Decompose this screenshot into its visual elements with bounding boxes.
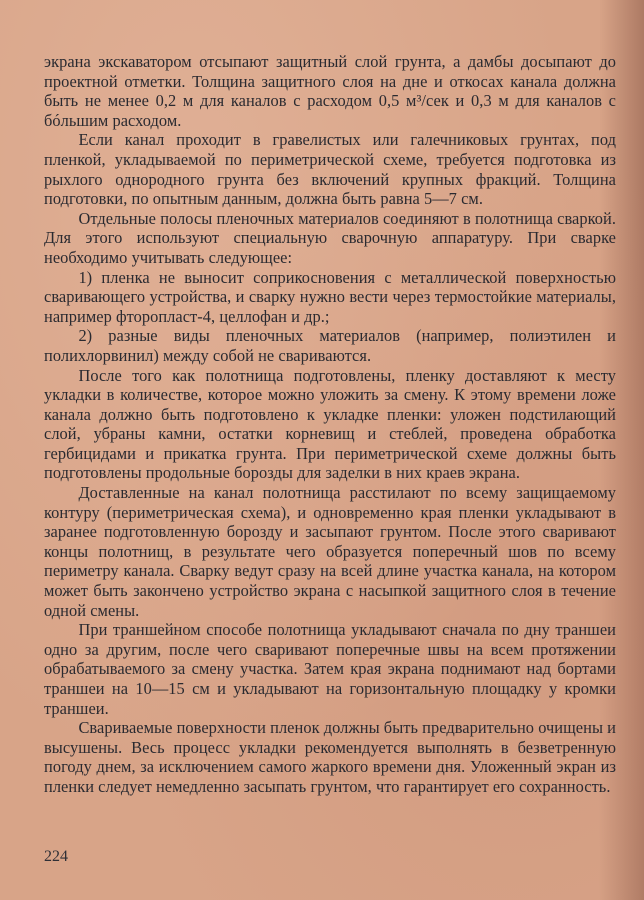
paragraph-4: После того как полотнища подготовлены, пленку доставляют к месту укладки в количестве, которое можно уложить за смену. К этому времени ложе канала должно быть подготовлено к укладке пленки: уложен подстилающий слой, убраны камни, остатки корневищ и стеблей, проведена обработка гербицидами и прикатка грунта. При периметрической схеме должны быть подготовлены продольные борозды для заделки в них краев экрана. <box>44 365 616 483</box>
paragraph-6: При траншейном способе полотнища укладывают сначала по дну траншеи одно за другим, после чего сваривают поперечные швы на всем протяжении обрабатываемого за смену участка. Затем края экрана поднимают над бортами траншеи на 10—15 см и укладывают на горизонтальную площадку у кромки траншеи. <box>44 620 616 718</box>
paragraph-7: Свариваемые поверхности пленок должны быть предварительно очищены и высушены. Весь процесс укладки рекомендуется выполнять в безветренную погоду днем, за исключением самого жаркого времени дня. Уложенный экран из пленки следует немедленно засыпать грунтом, что гарантирует его сохранность. <box>44 718 616 796</box>
page-number: 224 <box>44 848 68 865</box>
list-item-2: 2) разные виды пленочных материалов (например, полиэтилен и полихлорвинил) между собой не свариваются. <box>44 326 616 365</box>
paragraph-5: Доставленные на канал полотнища расстилают по всему защищаемому контуру (периметрическая схема), и одновременно края пленки укладывают в заранее подготовленную борозду и засыпают грунтом. После этого сваривают концы полотнищ, в результате чего образуется поперечный шов по всему периметру канала. Сварку ведут сразу на всей длине участка канала, на котором может быть закончено устройство экрана с насыпкой защитного слоя в течение одной смены. <box>44 483 616 620</box>
list-item-1: 1) пленка не выносит соприкосновения с металлической поверхностью сваривающего устройства, и сварку нужно вести через термостойкие материалы, например фторопласт-4, целлофан и др.; <box>44 267 616 326</box>
paragraph-3: Отдельные полосы пленочных материалов соединяют в полотнища сваркой. Для этого используют специальную сварочную аппаратуру. При сварке необходимо учитывать следующее: <box>44 208 616 267</box>
page-body <box>44 52 616 797</box>
paragraph-1: экрана экскаватором отсыпают защитный слой грунта, а дамбы досыпают до проектной отметки. Толщина защитного слоя на дне и откосах канала должна быть не менее 0,2 м для каналов с расходом 0,5 м³/сек и 0,3 м для каналов с бóльшим расходом. <box>44 52 616 130</box>
paragraph-2: Если канал проходит в гравелистых или галечниковых грунтах, под пленкой, укладываемой по периметрической схеме, требуется подготовка из рыхлого однородного грунта без включений крупных фракций. Толщина подготовки, по опытным данным, должна быть равна 5—7 см. <box>44 130 616 209</box>
